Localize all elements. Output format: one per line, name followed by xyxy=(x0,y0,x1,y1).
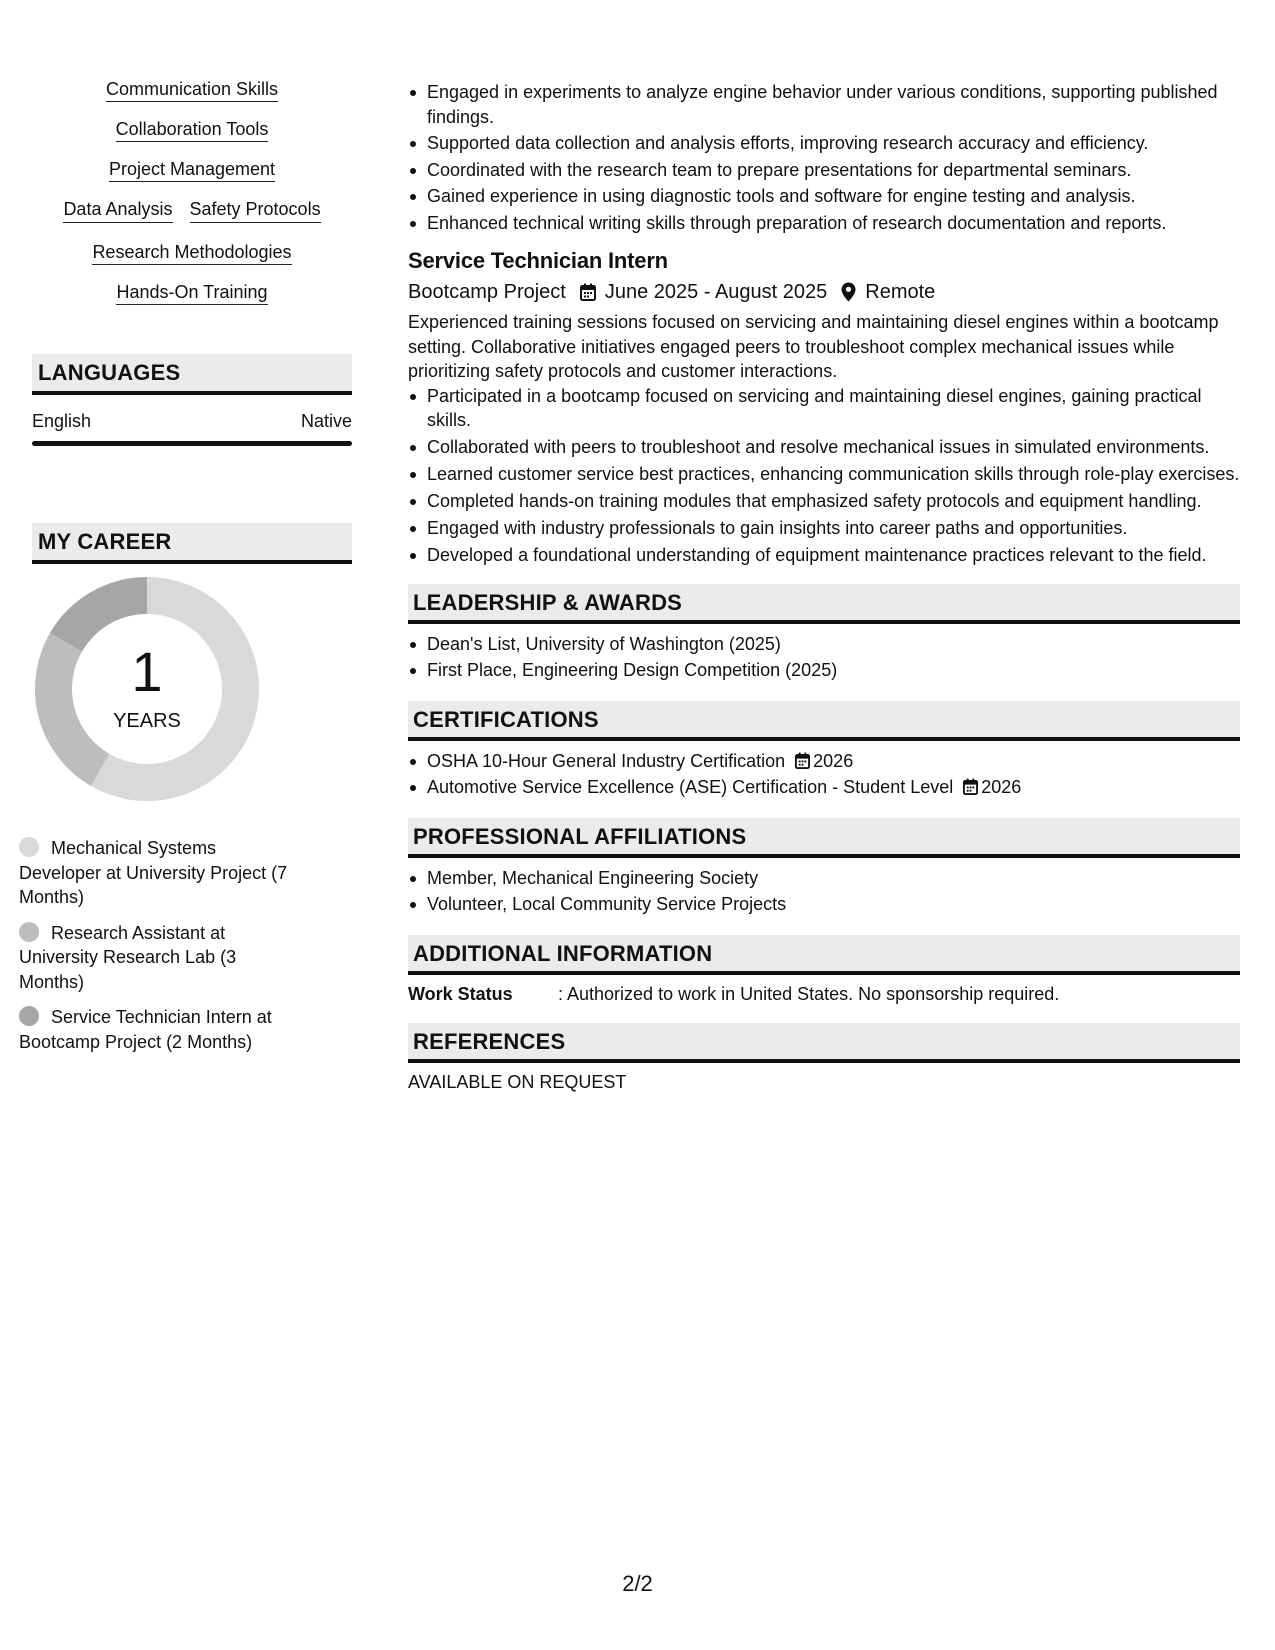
languages-heading: LANGUAGES xyxy=(32,354,352,395)
career-donut-chart xyxy=(34,576,260,802)
leadership-list xyxy=(408,632,1240,683)
certification-name: OSHA 10-Hour General Industry Certification xyxy=(427,750,786,771)
leadership-heading: LEADERSHIP & AWARDS xyxy=(408,584,1240,624)
skill-tag: Hands-On Training xyxy=(116,282,267,305)
certification-year: 2026 xyxy=(981,777,1022,797)
certification-name: Automotive Service Excellence (ASE) Certification - Student Level xyxy=(427,777,954,797)
list-item: Gained experience in using diagnostic tools and software for engine testing and analysis. xyxy=(408,184,1240,209)
additional-info-heading: ADDITIONAL INFORMATION xyxy=(408,935,1240,975)
list-item: Enhanced technical writing skills through preparation of research documentation and reports. xyxy=(408,211,1240,236)
skill-row xyxy=(32,241,352,263)
skill-tag: Research Methodologies xyxy=(92,242,291,265)
career-total-unit: YEARS xyxy=(113,710,181,732)
job-description: Experienced training sessions focused on servicing and maintaining diesel engines within a bootcamp setting. Collaborative initiatives engaged peers to troubleshoot complex mechanical issues while prioritizing safety protocols and customer interactions. xyxy=(408,312,1219,381)
list-item: Engaged with industry professionals to gain insights into career paths and opportunities. xyxy=(408,516,1240,541)
list-item: Learned customer service best practices, enhancing communication skills through role-play exercises. xyxy=(408,462,1240,487)
skill-tag: Safety Protocols xyxy=(190,198,321,223)
language-name: English xyxy=(32,411,92,431)
list-item: Volunteer, Local Community Service Projects xyxy=(408,892,1240,917)
certifications-heading: CERTIFICATIONS xyxy=(408,701,1240,741)
legend-swatch xyxy=(19,922,39,942)
calendar-icon xyxy=(580,283,596,301)
list-item xyxy=(408,749,1240,774)
language-proficiency-bar xyxy=(32,441,352,446)
main-content xyxy=(408,80,1240,1093)
calendar-icon xyxy=(963,778,978,795)
location-pin-icon xyxy=(841,282,856,302)
language-row xyxy=(32,410,352,432)
skills-list xyxy=(32,78,352,303)
legend-swatch xyxy=(19,837,39,857)
list-item xyxy=(408,775,1240,800)
skill-row xyxy=(32,158,352,180)
list-item: Member, Mechanical Engineering Society xyxy=(408,866,1240,891)
list-item: Completed hands-on training modules that emphasized safety protocols and equipment handling. xyxy=(408,489,1240,514)
career-total-value: 1 xyxy=(131,640,163,703)
legend-label: Research Assistant at University Research Lab (3 Months) xyxy=(19,922,237,992)
job-company: Bootcamp Project xyxy=(408,281,566,303)
legend-swatch xyxy=(19,1006,39,1026)
skill-row xyxy=(32,281,352,303)
skill-tag: Project Management xyxy=(109,159,275,182)
references-heading: REFERENCES xyxy=(408,1023,1240,1063)
legend-label: Mechanical Systems Developer at University Project (7 Months) xyxy=(19,838,288,907)
list-item: Dean's List, University of Washington (2025) xyxy=(408,632,1240,657)
list-item: Engaged in experiments to analyze engine behavior under various conditions, supporting published findings. xyxy=(408,80,1240,129)
work-status-value: : Authorized to work in United States. No sponsorship required. xyxy=(558,983,1060,1004)
career-legend-item xyxy=(19,836,289,910)
career-legend-item xyxy=(19,921,289,995)
list-item: Developed a foundational understanding of equipment maintenance practices relevant to the field. xyxy=(408,543,1240,568)
language-level: Native xyxy=(300,411,352,431)
affiliations-heading: PROFESSIONAL AFFILIATIONS xyxy=(408,818,1240,858)
career-legend-item xyxy=(19,1005,289,1054)
references-text: AVAILABLE ON REQUEST xyxy=(408,1071,627,1092)
list-item: Collaborated with peers to troubleshoot and resolve mechanical issues in simulated environments. xyxy=(408,435,1240,460)
career-heading: MY CAREER xyxy=(32,523,352,564)
sidebar xyxy=(32,78,352,564)
legend-label: Service Technician Intern at Bootcamp Project (2 Months) xyxy=(19,1007,272,1052)
skill-tag: Collaboration Tools xyxy=(116,119,269,142)
affiliations-list xyxy=(408,866,1240,917)
skill-tag: Data Analysis xyxy=(63,198,172,223)
list-item: Coordinated with the research team to prepare presentations for departmental seminars. xyxy=(408,158,1240,183)
job-dates: June 2025 - August 2025 xyxy=(604,281,828,303)
job-meta xyxy=(408,279,1240,305)
career-legend xyxy=(19,836,289,1065)
skill-row xyxy=(32,78,352,100)
list-item: Supported data collection and analysis efforts, improving research accuracy and efficiency. xyxy=(408,131,1240,156)
skill-tag: Communication Skills xyxy=(106,79,278,102)
job-location: Remote xyxy=(865,281,936,303)
previous-job-bullets xyxy=(408,80,1240,235)
certifications-list xyxy=(408,749,1240,800)
calendar-icon xyxy=(795,752,810,769)
job-bullets xyxy=(408,384,1240,568)
skill-row xyxy=(32,118,352,140)
work-status-label: Work Status xyxy=(408,983,513,1004)
certification-year: 2026 xyxy=(813,750,854,771)
job-title: Service Technician Intern xyxy=(408,248,668,273)
page-number: 2/2 xyxy=(622,1571,653,1596)
list-item: First Place, Engineering Design Competition (2025) xyxy=(408,658,1240,683)
work-status-row xyxy=(408,983,1240,1005)
list-item: Participated in a bootcamp focused on servicing and maintaining diesel engines, gaining practical skills. xyxy=(408,384,1240,433)
